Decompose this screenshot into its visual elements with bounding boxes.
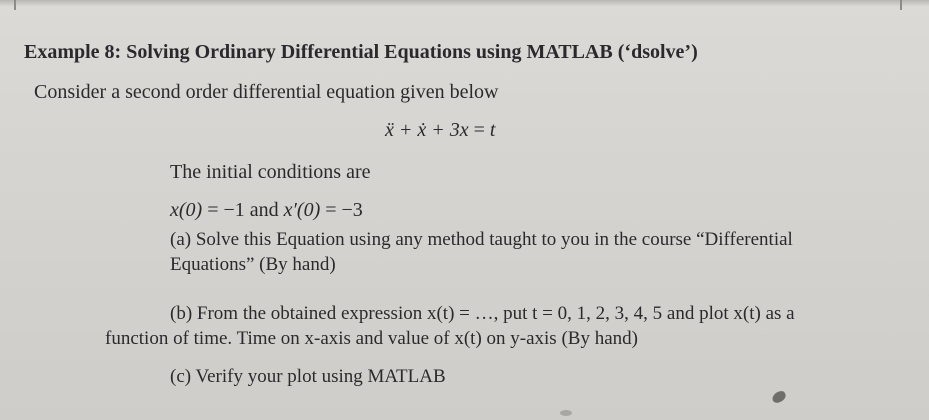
part-b-line-2: function of time. Time on x-axis and value of x(t) on y-axis (By hand) [105,328,638,349]
ic-x0-value: = −1 [202,199,250,221]
equation-lhs: ẍ + ẋ + 3x [385,119,469,141]
example-title: Example 8: Solving Ordinary Differential Equations using MATLAB (‘dsolve’) [24,41,698,63]
paper-mark [560,410,572,416]
initial-conditions-label: The initial conditions are [170,161,371,183]
part-c-line: (c) Verify your plot using MATLAB [170,366,446,387]
page-top-edge [0,0,929,6]
part-a-line-1: (a) Solve this Equation using any method taught to you in the course “Differential [170,229,793,250]
initial-conditions-equation [170,198,363,222]
differential-equation [385,118,495,142]
equation-equals: = [468,119,490,141]
page-top-mark-left [14,0,16,10]
ic-dx0-value: = −3 [320,199,363,221]
ic-dx0: x′(0) [283,199,321,221]
part-a-line-2: Equations” (By hand) [170,254,336,275]
intro-text: Consider a second order differential equation given below [34,81,499,103]
ic-and: and [249,199,284,221]
equation-rhs: t [489,119,496,141]
ic-x0: x(0) [170,199,203,221]
ink-speck [771,390,788,405]
part-b-line-1: (b) From the obtained expression x(t) = …, put t = 0, 1, 2, 3, 4, 5 and plot x(t) as a [170,303,795,324]
page-top-mark-right [900,0,902,10]
